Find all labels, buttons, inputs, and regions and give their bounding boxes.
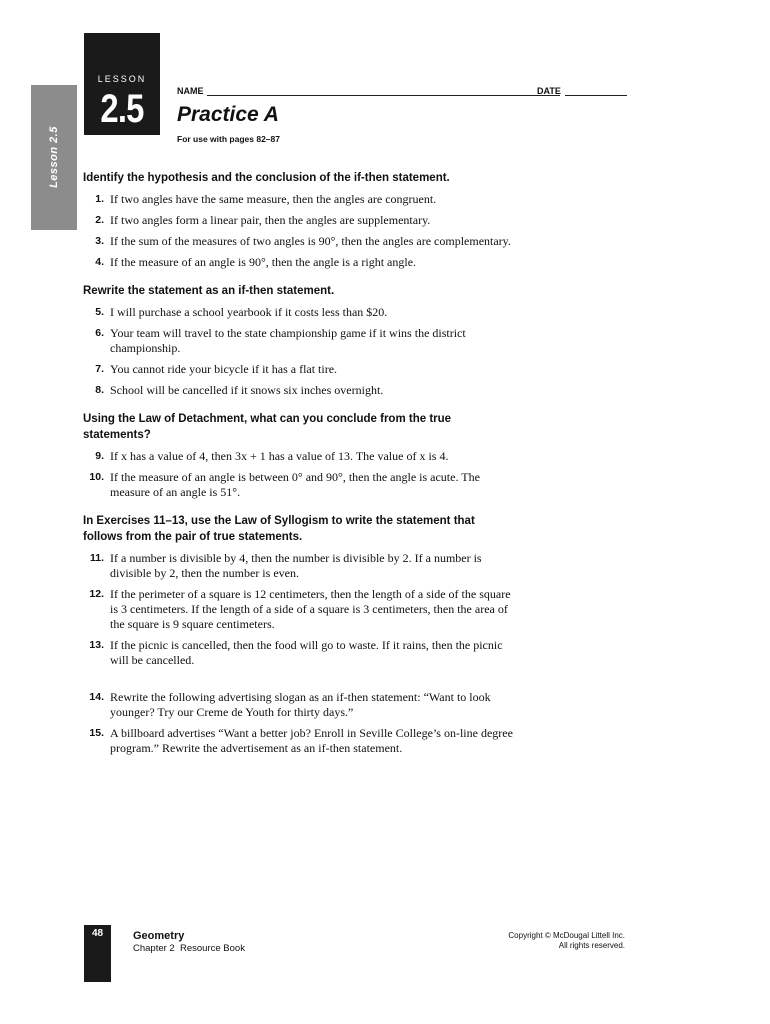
exercise-text: If the perimeter of a square is 12 centimeters, then the length of a side of the square is 3 centimeters. If the length of a side of a square is 3 centimeters, then the area of the square is 9 square centimeters. [110,587,511,631]
exercise-number: 8. [95,384,104,396]
exercise-item [83,726,513,756]
exercise-item [83,255,513,270]
exercise-text: If the sum of the measures of two angles is 90°, then the angles are complementary. [110,234,511,248]
name-field[interactable] [177,86,560,96]
section-3 [83,411,513,500]
date-rule [565,87,627,96]
exercise-text: School will be cancelled if it snows six inches overnight. [110,383,384,397]
exercise-text: Rewrite the following advertising slogan as an if-then statement: “Want to look younger? Try our Creme de Youth for thirty days.” [110,690,491,719]
exercise-text: If the measure of an angle is 90°, then the angle is a right angle. [110,255,417,269]
exercise-item [83,587,513,632]
date-label: DATE [537,86,561,96]
exercise-number: 11. [89,552,104,564]
exercise-text: If a number is divisible by 4, then the number is divisible by 2. If a number is divisible by 2, then the number is even. [110,551,482,580]
exercise-number: 1. [95,193,104,205]
exercise-item [83,638,513,668]
section-2 [83,283,513,398]
exercise-number: 5. [95,306,104,318]
resource-book: Chapter 2 Resource Book [133,943,245,954]
date-field[interactable] [537,86,627,96]
copyright-line-2: All rights reserved. [558,941,625,950]
exercise-text: I will purchase a school yearbook if it costs less than $20. [110,305,388,319]
exercise-text: If the picnic is cancelled, then the food will go to waste. If it rains, then the picnic will be cancelled. [110,638,503,667]
exercise-number: 15. [89,727,104,739]
side-tab [31,85,77,230]
page-number: 48 [91,928,104,939]
exercise-item [83,383,513,398]
book-title: Geometry [133,930,185,942]
section-heading: Rewrite the statement as an if-then statement. [83,285,335,297]
exercise-number: 13. [89,639,104,651]
exercise-text: If the measure of an angle is between 0° and 90°, then the angle is acute. The measure of an angle is 51°. [110,470,480,499]
name-rule [207,87,560,96]
exercise-number: 9. [95,450,104,462]
exercise-number: 12. [89,588,104,600]
copyright-line-1: Copyright © McDougal Littell Inc. [508,931,625,940]
exercise-number: 10. [89,471,104,483]
exercise-number: 14. [89,691,104,703]
page-number-box [84,925,111,982]
page-title: Practice A [177,103,279,126]
exercise-item [83,470,513,500]
section-heading: In Exercises 11–13, use the Law of Syllogism to write the statement that follows from the pair of true statements. [83,515,475,543]
exercise-item [83,690,513,720]
exercise-item [83,234,513,249]
lesson-word: LESSON [97,74,147,84]
exercise-text: You cannot ride your bicycle if it has a flat tire. [110,362,338,376]
exercise-item [83,192,513,207]
lesson-number: 2.5 [100,87,144,131]
exercise-item [83,449,513,464]
exercise-number: 7. [95,363,104,375]
exercise-text: If x has a value of 4, then 3x + 1 has a value of 13. The value of x is 4. [110,449,449,463]
page-reference: For use with pages 82–87 [177,134,280,144]
section-heading: Using the Law of Detachment, what can you conclude from the true statements? [83,413,452,441]
exercise-text: A billboard advertises “Want a better job? Enroll in Seville College’s on-line degree program.” Rewrite the advertisement as an if-then statement. [110,726,513,755]
exercise-content [83,170,513,762]
section-extra [83,690,513,756]
section-1 [83,170,513,270]
lesson-box [84,33,160,135]
exercise-number: 4. [95,256,104,268]
exercise-item [83,326,513,356]
exercise-item [83,305,513,320]
copyright [508,931,625,951]
section-spacer [83,674,513,690]
exercise-text: Your team will travel to the state championship game if it wins the district championship. [110,326,466,355]
exercise-text: If two angles form a linear pair, then the angles are supplementary. [110,213,431,227]
exercise-number: 2. [95,214,104,226]
section-4 [83,513,513,668]
side-tab-label: Lesson 2.5 [48,126,60,188]
exercise-number: 6. [95,327,104,339]
section-heading: Identify the hypothesis and the conclusion of the if-then statement. [83,172,450,184]
exercise-item [83,362,513,377]
exercise-text: If two angles have the same measure, then the angles are congruent. [110,192,437,206]
exercise-item [83,213,513,228]
exercise-number: 3. [95,235,104,247]
exercise-item [83,551,513,581]
name-label: NAME [177,86,204,96]
